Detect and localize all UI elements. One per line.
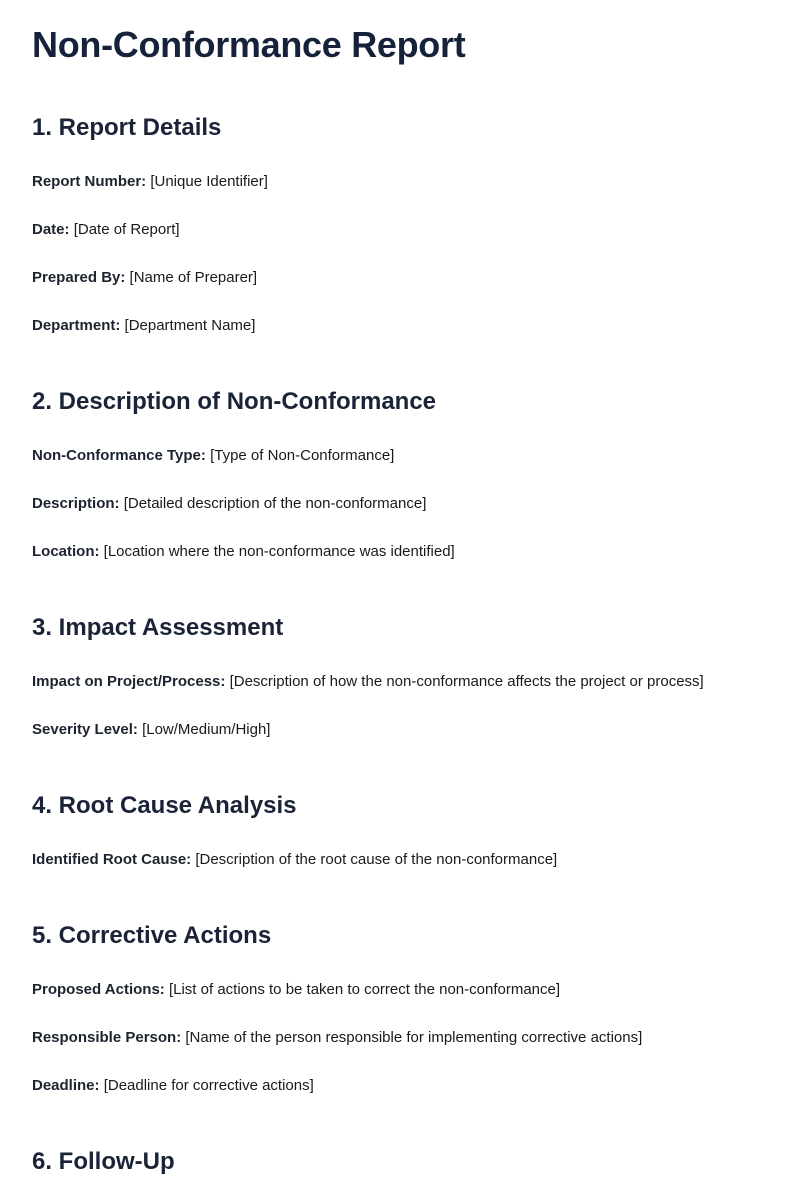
- field-value: [Location where the non-conformance was identified]: [103, 543, 455, 560]
- field-deadline: [32, 1076, 768, 1096]
- field-label: Report Number:: [32, 173, 147, 190]
- field-label: Non-Conformance Type:: [32, 447, 206, 464]
- section-impact-assessment: [32, 614, 768, 740]
- field-non-conformance-type: [32, 446, 768, 466]
- field-label: Date:: [32, 221, 70, 238]
- field-prepared-by: [32, 268, 768, 288]
- field-label: Prepared By:: [32, 269, 126, 286]
- section-root-cause-analysis: [32, 792, 768, 870]
- field-label: Identified Root Cause:: [32, 851, 192, 868]
- section-heading: 5. Corrective Actions: [32, 922, 272, 949]
- field-severity-level: [32, 720, 768, 740]
- field-impact: [32, 672, 768, 692]
- field-description: [32, 494, 768, 514]
- section-heading: 1. Report Details: [32, 114, 222, 141]
- field-value: [Description of how the non-conformance affects the project or process]: [229, 673, 704, 690]
- field-label: Responsible Person:: [32, 1029, 182, 1046]
- field-value: [Name of the person responsible for implementing corrective actions]: [185, 1029, 643, 1046]
- field-label: Department:: [32, 317, 121, 334]
- field-label: Impact on Project/Process:: [32, 673, 226, 690]
- field-value: [Date of Report]: [73, 221, 180, 238]
- field-value: [Type of Non-Conformance]: [210, 447, 395, 464]
- field-value: [Description of the root cause of the non-conformance]: [195, 851, 558, 868]
- field-value: [Department Name]: [124, 317, 256, 334]
- field-value: [Name of Preparer]: [129, 269, 258, 286]
- field-label: Severity Level:: [32, 721, 138, 738]
- field-label: Location:: [32, 543, 100, 560]
- section-follow-up: [32, 1148, 768, 1176]
- field-date: [32, 220, 768, 240]
- section-description: [32, 388, 768, 562]
- field-proposed-actions: [32, 980, 768, 1000]
- section-heading: 2. Description of Non-Conformance: [32, 388, 437, 415]
- section-heading: 6. Follow-Up: [32, 1148, 175, 1175]
- field-label: Proposed Actions:: [32, 981, 165, 998]
- section-report-details: [32, 114, 768, 336]
- field-label: Deadline:: [32, 1077, 100, 1094]
- field-value: [Unique Identifier]: [150, 173, 268, 190]
- field-department: [32, 316, 768, 336]
- section-corrective-actions: [32, 922, 768, 1096]
- section-heading: 4. Root Cause Analysis: [32, 792, 297, 819]
- field-report-number: [32, 172, 768, 192]
- field-value: [Detailed description of the non-conformance]: [123, 495, 427, 512]
- field-root-cause: [32, 850, 768, 870]
- field-value: [List of actions to be taken to correct the non-conformance]: [168, 981, 561, 998]
- field-location: [32, 542, 768, 562]
- section-heading: 3. Impact Assessment: [32, 614, 284, 641]
- document-title: Non-Conformance Report: [32, 24, 466, 65]
- field-responsible-person: [32, 1028, 768, 1048]
- field-value: [Deadline for corrective actions]: [103, 1077, 314, 1094]
- field-label: Description:: [32, 495, 120, 512]
- field-value: [Low/Medium/High]: [142, 721, 271, 738]
